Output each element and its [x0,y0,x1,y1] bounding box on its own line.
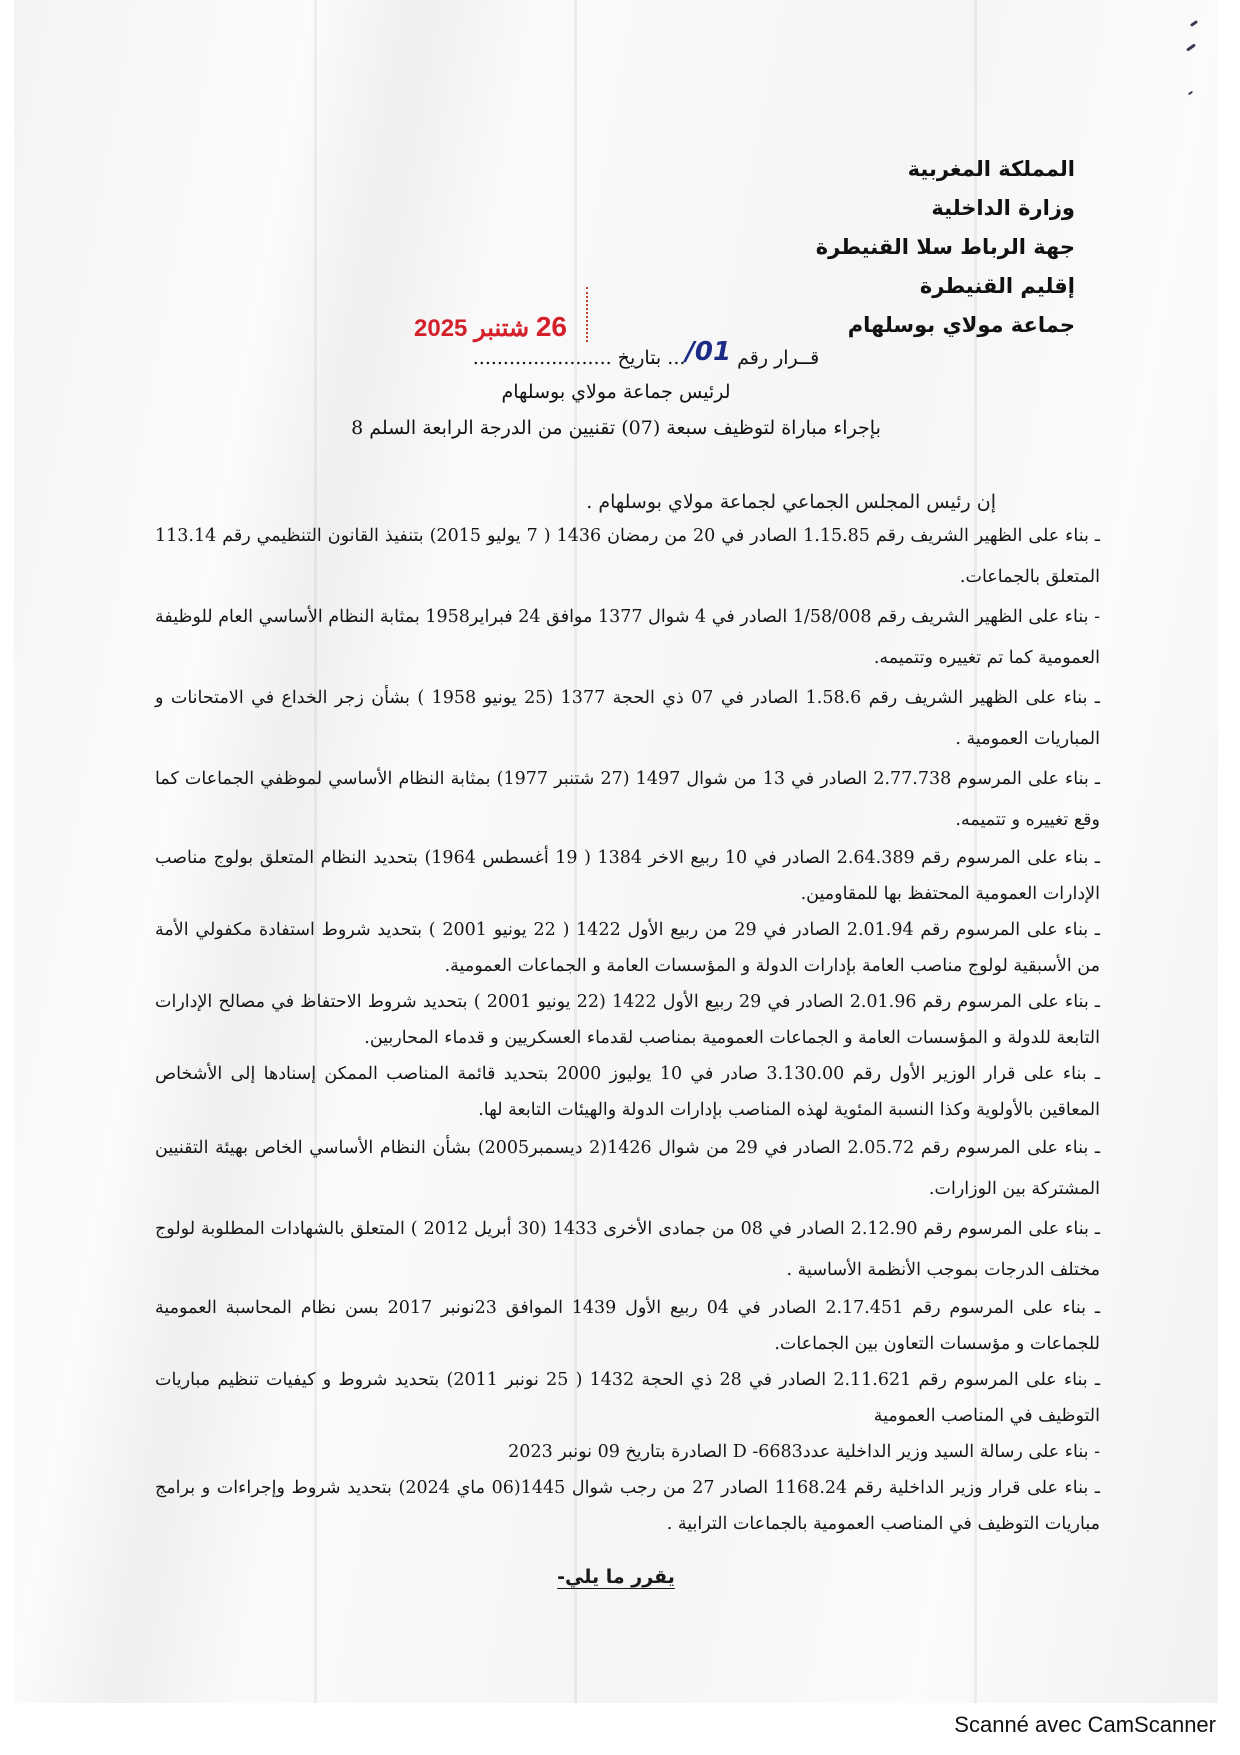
decision-subject: بإجراء مباراة لتوظيف سبعة (07) تقنيين من الدرجة الرابعة السلم 8 [351,417,881,439]
consideration-item: ـ بناء على المرسوم 2.77.738 الصادر في 13 من شوال 1497 (27 شتنبر 1977) بمثابة النظام الأساسي لموظفي الجماعات كما وقع تغييره و تتميمه. [155,769,1101,830]
decision-title [14,338,1218,446]
consideration-item: ـ بناء على المرسوم رقم 2.01.96 الصادر في 29 ربيع الأول 1422 (22 يونيو 2001 ) بتحديد شروط الاحتفاظ في مصالح الإدارات التابعة للدولة و المؤسسات العامة و الجماعات العمومية بمناصب لقدماء العسكريين و قدماء المحاربين. [155,992,1101,1048]
consideration-item: ـ بناء على المرسوم رقم 2.17.451 الصادر في 04 ربيع الأول 1439 الموافق 23نونبر 2017 بسن نظام المحاسبة العمومية للجماعات و مؤسسات التعاون بين الجماعات. [155,1298,1101,1354]
decision-number-line [14,338,1218,374]
consideration-item: ـ بناء على المرسوم رقم 2.11.621 الصادر في 28 ذي الحجة 1432 ( 25 نونبر 2011) بتحديد شروط و كيفيات تنظيم مباريات التوظيف في المناصب العمومية [155,1370,1101,1426]
considerations-list [155,516,1100,1542]
date-stamp-day: 26 [535,311,567,342]
letterhead-line-ministry: وزارة الداخلية [931,196,1075,220]
consideration-item: ـ بناء على الظهير الشريف رقم 1.15.85 الصادر في 20 من رمضان 1436 ( 7 يوليو 2015) بتنفيذ القانون التنظيمي رقم 113.14 المتعلق بالجماعات. [155,526,1101,587]
decision-label: قــرار رقم [737,347,820,369]
decides-text: يقرر ما يلي- [557,1566,675,1588]
consideration-item: ـ بناء على قرار وزير الداخلية رقم 1168.24 الصادر 27 من رجب شوال 1445(06 ماي 2024) بتحديد شروط وإجراءات و برامج مباريات التوظيف في المناصب العمومية بالجماعات الترابية . [155,1478,1101,1534]
decision-date-label: بتاريخ ....................... [472,347,662,369]
consideration-item: ـ بناء على المرسوم رقم 2.64.389 الصادر في 10 ربيع الاخر 1384 ( 19 أغسطس 1964) بتحديد النظام المتعلق بولوج مناصب الإدارات العمومية المحتفظ بها للمقاومين. [155,848,1100,904]
consideration-item: ـ بناء على المرسوم رقم 2.05.72 الصادر في 29 من شوال 1426(2 ديسمبر2005) بشأن النظام الأساسي الخاص بهيئة التقنيين المشتركة بين الوزارات. [155,1138,1100,1199]
edge-ink-marks [1184,20,1200,130]
consideration-item: - بناء على رسالة السيد وزير الداخلية عدد6683- D الصادرة بتاريخ 09 نونبر 2023 [508,1442,1100,1462]
date-stamp-month-year: شتنبر 2025 [414,315,530,342]
letterhead-line-kingdom: المملكة المغربية [907,157,1075,181]
camscanner-watermark: Scanné avec CamScanner [954,1712,1216,1737]
letterhead-line-region: جهة الرباط سلا القنيطرة [815,235,1075,259]
decides-heading [14,1566,1218,1588]
handwritten-decision-number: 01/ [685,337,732,367]
letterhead-line-province: إقليم القنيطرة [919,274,1075,298]
consideration-item: ـ بناء على الظهير الشريف رقم 1.58.6 الصادر في 07 ذي الحجة 1377 (25 يونيو 1958 ) بشأن زجر الخداع في الامتحانات و المباريات العمومية . [155,688,1101,749]
consideration-item: ـ بناء على المرسوم رقم 2.01.94 الصادر في 29 من ربيع الأول 1422 ( 22 يونيو 2001 ) بتحديد شروط استفادة مكفولي الأمة من الأسبقية لولوج مناصب العامة بإدارات الدولة و المؤسسات العامة و الجماعات العمومية. [155,920,1101,976]
stamp-dotted-mark [586,287,591,342]
letterhead-line-commune: جماعة مولاي بوسلهام [847,313,1075,337]
decision-dots: ... [667,347,686,369]
decision-issuer: لرئيس جماعة مولاي بوسلهام [501,381,731,403]
consideration-item: ـ بناء على قرار الوزير الأول رقم 3.130.00 صادر في 10 يوليوز 2000 بتحديد قائمة المناصب الممكن إسنادها إلى الأشخاص المعاقين بالأولوية وكذا النسبة المئوية لهذه المناصب بإدارات الدولة والهيئات التابعة لها. [155,1064,1100,1120]
consideration-item: - بناء على الظهير الشريف رقم 1/58/008 الصادر في 4 شوال 1377 موافق 24 فبراير1958 بمثابة النظام الأساسي العام للوظيفة العمومية كما تم تغييره وتتميمه. [155,607,1100,668]
letterhead [816,150,1075,345]
preamble-intro: إن رئيس المجلس الجماعي لجماعة مولاي بوسلهام . [586,491,996,513]
consideration-item: ـ بناء على المرسوم رقم 2.12.90 الصادر في 08 من جمادى الأخرى 1433 (30 أبريل 2012 ) المتعلق بالشهادات المطلوبة لولوج مختلف الدرجات بموجب الأنظمة الأساسية . [155,1219,1101,1280]
scanned-page [14,0,1218,1703]
